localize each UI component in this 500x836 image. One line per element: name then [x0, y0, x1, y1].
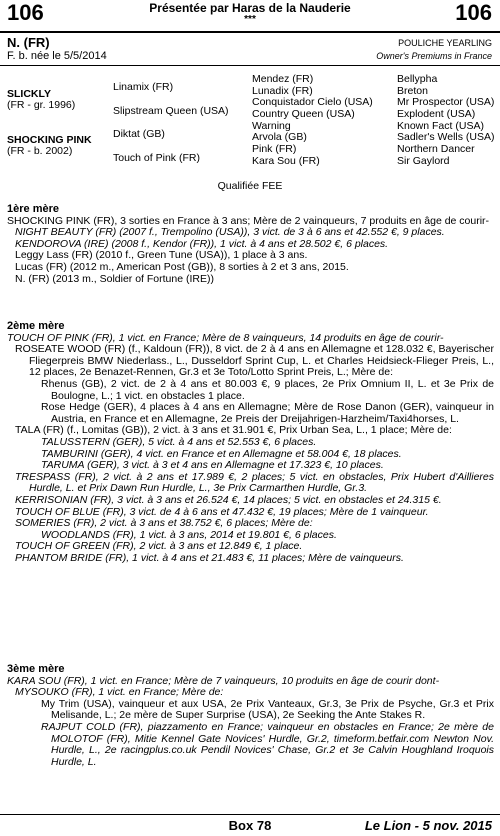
produce-line: MYSOUKO (FR), 1 vict. en France; Mère de:: [15, 686, 224, 699]
gen4-item: Northern Dancer: [397, 143, 475, 155]
pedigree-rule: [0, 65, 500, 66]
gen4-item: Breton: [397, 85, 428, 97]
section-title: 2ème mère: [7, 320, 65, 332]
gen4-item: Explodent (USA): [397, 108, 476, 120]
gen3-item: Country Queen (USA): [252, 108, 355, 120]
produce-line: SOMERIES (FR), 2 vict. à 3 ans et 38.752 €, 6 places; Mère de:: [15, 517, 313, 530]
qualification: Qualifiée FEE: [217, 180, 283, 192]
produce-line: N. (FR) (2013 m., Soldier of Fortune (IRE)): [15, 272, 214, 285]
gen4-item: Sadler's Wells (USA): [397, 131, 495, 143]
gen4-item: Bellypha: [397, 73, 438, 85]
produce-line: ROSEATE WOOD (FR) (f., Kaldoun (FR)), 8 vict. de 2 à 4 ans en Allemagne et 128.032 €, Bayerischer Fliegerpreis BMW Niederlass., L., Dusseldorf Sprint Cup, L. et Charles Heidsieck-Flieger Preis, L., 12 places, 2e Benazet-Rennen, Gr.3 et 3e Toto/Lotto Sprint Preis, L.; Mère de:: [15, 343, 494, 379]
sale-info: Le Lion - 5 nov. 2015: [364, 818, 492, 833]
produce-line: NIGHT BEAUTY (FR) (2007 f., Trempolino (USA)), 3 vict. de 3 à 6 ans et 42.552 €, 9 places.: [15, 226, 445, 239]
stars: ***: [244, 14, 256, 25]
horse-category: POULICHE YEARLING: [398, 38, 492, 48]
section-title: 3ème mère: [7, 663, 65, 675]
horse-name: N. (FR): [7, 35, 50, 50]
produce-line: Leggy Lass (FR) (2010 f., Green Tune (USA)), 1 place à 3 ans.: [15, 249, 308, 262]
gen4-item: Sir Gaylord: [397, 155, 450, 167]
gen4-item: Known Fact (USA): [397, 120, 484, 132]
header-rule: [0, 31, 500, 33]
produce-line: TRESPASS (FR), 2 vict. à 2 ans et 17.989 €, 2 places; 5 vict. en obstacles, Prix Hubert d'Aillieres Hurdle, L. et Prix Dawn Run Hurdle, L., 3e Prix Carmarthen Hurdle, Gr.3.: [15, 470, 494, 495]
dam-name: SHOCKING PINK: [7, 134, 92, 146]
gen2-item: Touch of Pink (FR): [113, 152, 200, 164]
lot-number-right: 106: [455, 0, 492, 25]
gen3-item: Kara Sou (FR): [252, 155, 320, 167]
section-second-dam: [7, 321, 494, 564]
produce-line: Rhenus (GB), 2 vict. de 2 à 4 ans et 80.003 €, 9 places, 2e Prix Omnium II, L. et 3e Prix de Boulogne, L.; 1 vict. en obstacles 1 place.: [41, 377, 494, 402]
produce-line: TOUCH OF BLUE (FR), 3 vict. de 4 à 6 ans et 47.432 €, 19 places; Mère de 1 vainqueur.: [15, 505, 429, 518]
produce-line: TALA (FR) (f., Lomitas (GB)), 2 vict. à 3 ans et 31.901 €, Prix Urban Sea, L., 1 place; Mère de:: [15, 424, 452, 437]
produce-line: TOUCH OF GREEN (FR), 2 vict. à 3 ans et 12.849 €, 1 place.: [15, 540, 303, 553]
produce-line: KENDOROVA (IRE) (2008 f., Kendor (FR)), 1 vict. à 4 ans et 28.502 €, 6 places.: [15, 237, 389, 250]
gen3-item: Arvola (GB): [252, 131, 307, 143]
sire-name: SLICKLY: [7, 88, 51, 100]
section-intro: KARA SOU (FR), 1 vict. en France; Mère de 7 vainqueurs, 10 produits en âge de courir dont-: [7, 674, 440, 687]
section-intro: TOUCH OF PINK (FR), 1 vict. en France; Mère de 8 vainqueurs, 14 produits en âge de courir-: [7, 331, 444, 344]
section-first-dam: [7, 204, 494, 285]
section-title: 1ère mère: [7, 203, 59, 215]
gen3-item: Lunadix (FR): [252, 85, 313, 97]
section-intro: SHOCKING PINK (FR), 3 sorties en France à 3 ans; Mère de 2 vainqueurs, 7 produits en âge de courir-: [7, 214, 490, 227]
produce-line: WOODLANDS (FR), 1 vict. à 3 ans, 2014 et 19.801 €, 6 places.: [41, 528, 337, 541]
produce-line: Rose Hedge (GER), 4 places à 4 ans en Allemagne; Mère de Rose Danon (GER), vainqueur in Austria, en France et en Allemagne, 2e Preis der Dreijahrigen-Harzheim/Taxi4horses, L.: [41, 401, 494, 425]
produce-line: TALUSSTERN (GER), 5 vict. à 4 ans et 52.553 €, 6 places.: [41, 435, 317, 448]
sire-info: (FR - gr. 1996): [7, 99, 76, 111]
horse-desc: F. b. née le 5/5/2014: [7, 50, 107, 62]
produce-line: My Trim (USA), vainqueur et aux USA, 2e Prix Vanteaux, Gr.3, 3e Prix de Psyche, Gr.3 et Prix Melisande, L.; 2e mère de Super Surprise (USA), 2e Seeking the Ante Stakes R.: [41, 697, 494, 722]
produce-line: TARUMA (GER), 3 vict. à 3 et 4 ans en Allemagne et 17.323 €, 10 places.: [41, 459, 384, 472]
gen3-item: Mendez (FR): [252, 73, 314, 85]
gen2-item: Linamix (FR): [113, 81, 174, 93]
dam-info: (FR - b. 2002): [7, 145, 73, 157]
gen3-item: Conquistador Cielo (USA): [252, 96, 373, 108]
produce-line: RAJPUT COLD (FR), piazzamento en France; vainqueur en obstacles en France; 2e mère de MOLOTOF (FR), Mitie Kennel Gate Novices' Hurdle, Gr.2, timeform.betfair.com Newton Nov. Hurdle, L., 2e racingplus.co.uk Pendil Novices' Chase, Gr.2 et 3e Calvin Houghland Iroquois Hurdle, L.: [41, 720, 494, 768]
produce-line: Lucas (FR) (2012 m., American Post (GB)), 8 sorties à 2 et 3 ans, 2015.: [15, 260, 349, 273]
consignor: Présentée par Haras de la Nauderie: [149, 1, 351, 15]
gen3-item: Pink (FR): [252, 143, 297, 155]
produce-line: PHANTOM BRIDE (FR), 1 vict. à 4 ans et 21.483 €, 11 places; Mère de vainqueurs.: [15, 551, 404, 564]
gen2-item: Slipstream Queen (USA): [113, 105, 229, 117]
footer-rule: [0, 814, 500, 815]
section-third-dam: [7, 664, 494, 768]
gen2-item: Diktat (GB): [113, 128, 165, 140]
gen3-item: Warning: [252, 120, 291, 132]
produce-line: TAMBURINI (GER), 4 vict. en France et en Allemagne et 58.004 €, 18 places.: [41, 447, 402, 460]
owners-premiums: Owner's Premiums in France: [376, 51, 492, 61]
lot-number-left: 106: [7, 0, 44, 25]
produce-line: KERRISONIAN (FR), 3 vict. à 3 ans et 26.524 €, 14 places; 5 vict. en obstacles et 24.315 €.: [15, 493, 442, 506]
gen4-item: Mr Prospector (USA): [397, 96, 495, 108]
box-number: Box 78: [228, 818, 272, 833]
